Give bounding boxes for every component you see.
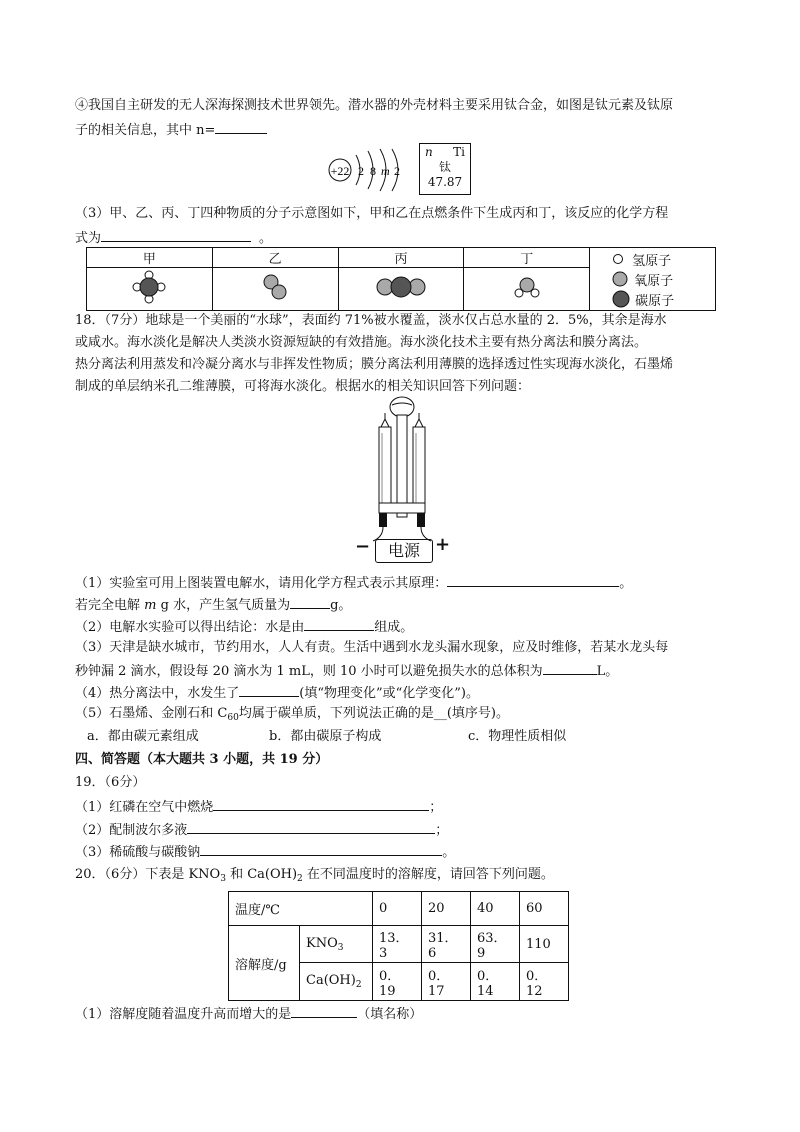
q20-sub1: （1）溶解度随着温度升高而增大的是 （填名称） xyxy=(75,1004,422,1024)
element-symbol: Ti xyxy=(453,145,465,159)
kno3-40: 63．9 xyxy=(471,926,520,963)
nucleus-charge: +22 xyxy=(330,164,350,178)
q18-sub4: （4）热分离法中，水发生了 (填“物理变化”或“化学变化”)。 xyxy=(75,683,479,703)
answer-blank-q19-2[interactable] xyxy=(187,820,435,834)
q18-option-b: b．都由碳原子构成 xyxy=(269,729,382,744)
molecule-ding xyxy=(464,268,590,311)
answer-blank-q19-1[interactable] xyxy=(213,797,429,811)
kno3-60: 110 xyxy=(520,926,569,963)
element-mass: 47.87 xyxy=(427,175,463,189)
solubility-table xyxy=(228,891,569,1001)
q19-item1: （1）红磷在空气中燃烧 ； xyxy=(75,797,442,817)
q19-item2: （2）配制波尔多液 ； xyxy=(75,820,448,840)
q18-text-3: 热分离法利用蒸发和冷凝分离水与非挥发性物质；膜分离法利用薄膜的选择透过性实现海水淡化，石墨烯 xyxy=(75,357,674,372)
caoh2-0: 0．19 xyxy=(373,963,422,1001)
answer-blank-composition[interactable] xyxy=(304,617,374,631)
caoh2-60: 0．12 xyxy=(520,963,569,1001)
molecule-table xyxy=(86,247,716,311)
methane-molecule-icon xyxy=(129,268,169,306)
water-molecule-icon xyxy=(507,268,547,306)
header-yi: 乙 xyxy=(212,248,338,268)
caoh2-20: 0．17 xyxy=(422,963,471,1001)
answer-blank-q19-3[interactable] xyxy=(200,842,442,856)
power-label: 电源 xyxy=(375,539,433,563)
answer-blank-change-type[interactable] xyxy=(239,683,299,697)
answer-blank-hydrogen-mass[interactable] xyxy=(290,595,330,609)
section4-heading: 四、简答题（本大题共 3 小题，共 19 分） xyxy=(75,752,329,767)
titanium-atom-diagram xyxy=(326,143,416,193)
q17-sub3-text: （3）甲、乙、丙、丁四种物质的分子示意图如下，甲和乙在点燃条件下生成丙和丁，该反应的化学方程 xyxy=(75,206,669,221)
kno3-20: 31．6 xyxy=(422,926,471,963)
shell-4: 2 xyxy=(394,164,400,178)
q18-sub3-cont: 秒钟漏 2 滴水，假设每 20 滴水为 1 mL，则 10 小时可以避免损失水的总体积为 L。 xyxy=(75,661,618,681)
molecule-bing xyxy=(338,268,464,311)
atom-legend xyxy=(590,248,716,311)
shell-1: 2 xyxy=(358,164,364,178)
q18-text-4: 制成的单层纳米孔二维薄膜，可将海水淡化。根据水的相关知识回答下列问题： xyxy=(75,379,531,394)
answer-blank-electrolysis[interactable] xyxy=(447,573,619,587)
molecule-jia xyxy=(87,268,213,311)
element-number: n xyxy=(425,145,433,159)
q18-sub2: （2）电解水实验可以得出结论：水是由 组成。 xyxy=(75,617,413,637)
q18-sub1: （1）实验室可用上图装置电解水，请用化学方程式表示其原理： 。 xyxy=(75,573,632,593)
caoh2-40: 0．14 xyxy=(471,963,520,1001)
header-bing: 丙 xyxy=(338,248,464,268)
legend-oxygen: 氧原子 xyxy=(590,269,715,289)
plus-sign: + xyxy=(435,534,451,555)
temp-60: 60 xyxy=(520,892,569,926)
q19-title: 19．（6分） xyxy=(75,775,146,790)
answer-blank-q20-1[interactable] xyxy=(291,1004,357,1018)
legend-hydrogen: 氢原子 xyxy=(590,249,715,269)
row-label-kno3: $KNO_3$ xyxy=(300,926,373,963)
element-name: 钛 xyxy=(438,160,451,174)
molecule-yi xyxy=(212,268,338,311)
header-ding: 丁 xyxy=(464,248,590,268)
q17-sub3-text-cont: 式为 。 xyxy=(75,228,272,248)
oxygen-molecule-icon xyxy=(255,268,295,306)
q17-item4-text-cont: 子的相关信息，其中 n= xyxy=(75,120,267,140)
temp-0: 0 xyxy=(373,892,422,926)
legend-carbon: 碳原子 xyxy=(590,289,715,309)
minus-sign: − xyxy=(355,536,371,557)
q18-option-c: c．物理性质相似 xyxy=(468,729,567,744)
answer-blank-n[interactable] xyxy=(215,120,267,134)
q18-sub3: （3）天津是缺水城市，节约用水，人人有责。生活中遇到水龙头漏水现象，应及时维修，若某水龙头每 xyxy=(75,640,669,655)
q18-text-2: 或咸水。海水淡化是解决人类淡水资源短缺的有效措施。海水淡化技术主要有热分离法和膜分离法。 xyxy=(75,335,648,350)
q19-item3: （3）稀硫酸与碳酸钠 。 xyxy=(75,842,455,862)
answer-blank-equation[interactable] xyxy=(101,228,251,242)
temp-40: 40 xyxy=(471,892,520,926)
row-label-caoh2: $Ca(OH)_2$ xyxy=(300,963,373,1001)
answer-blank-volume[interactable] xyxy=(543,661,597,675)
kno3-0: 13．3 xyxy=(373,926,422,963)
q18-text-1: 18．（7分）地球是一个美丽的“水球”，表面约 71%被水覆盖，淡水仅占总水量的 2．5%，其余是海水 xyxy=(75,313,667,328)
shell-3: m xyxy=(381,164,390,178)
temp-20: 20 xyxy=(422,892,471,926)
q18-sub5: （5）石墨烯、金刚石和 $C_{60}$均属于碳单质，下列说法正确的是__(填序号)。 xyxy=(75,706,509,723)
shell-2: 8 xyxy=(370,164,376,178)
solubility-header: 溶解度/g xyxy=(229,926,300,1001)
header-jia: 甲 xyxy=(87,248,213,268)
q17-item4-text: ④我国自主研发的无人深海探测技术世界领先。潜水器的外壳材料主要采用钛合金，如图是钛元素及钛原 xyxy=(75,98,674,113)
q18-sub1-cont: 若完全电解 m g 水，产生氢气质量为 g。 xyxy=(75,595,351,615)
power-source xyxy=(353,533,473,563)
element-card-ti xyxy=(419,143,471,195)
q18-option-a: a．都由碳元素组成 xyxy=(87,729,199,744)
carbon-dioxide-molecule-icon xyxy=(371,268,431,306)
temp-header: 温度/℃ xyxy=(229,892,373,926)
q20-intro: 20．（6分）下表是 $KNO_3$ 和 $Ca(OH)_2$ 在不同温度时的溶解度，请回答下列问题。 xyxy=(75,867,554,884)
